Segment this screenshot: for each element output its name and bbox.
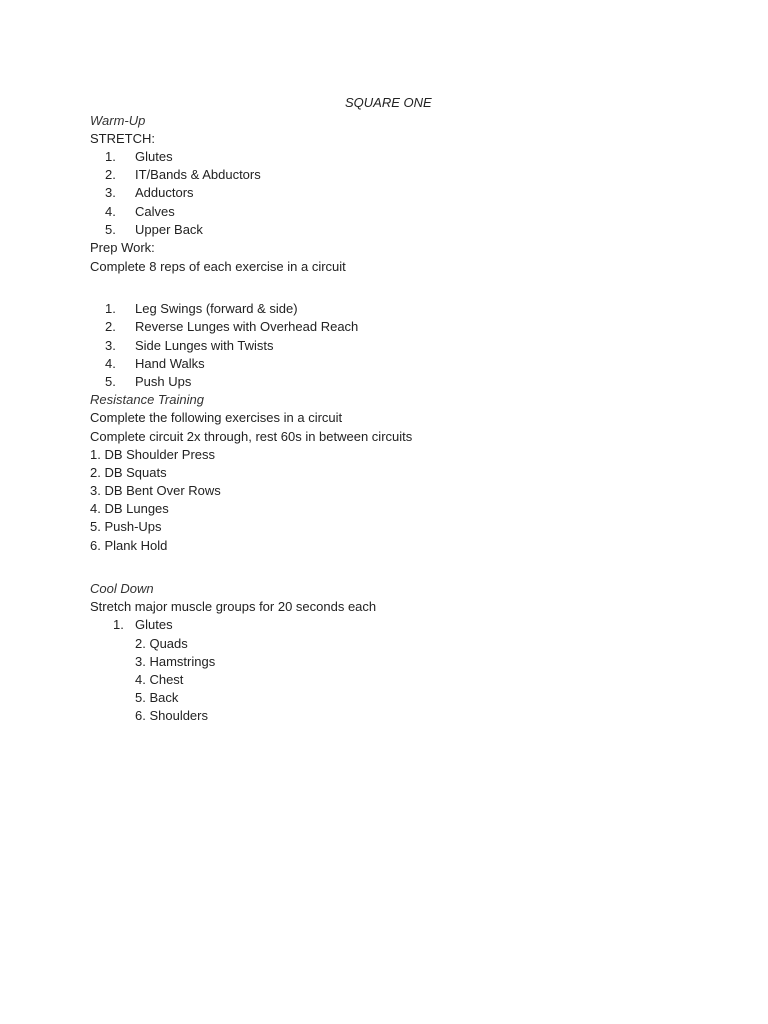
stretch-label: STRETCH: bbox=[90, 131, 155, 146]
page-title: SQUARE ONE bbox=[345, 95, 432, 110]
cooldown-heading: Cool Down bbox=[90, 581, 154, 596]
list-item: 2. Quads bbox=[135, 636, 188, 651]
list-item: 3. Hamstrings bbox=[135, 654, 216, 669]
list-item-text: Push Ups bbox=[135, 374, 192, 389]
list-item: 2. DB Squats bbox=[90, 465, 167, 480]
list-item-number: 3. bbox=[105, 185, 116, 200]
resistance-instruction: Complete the following exercises in a circuit bbox=[90, 410, 343, 425]
list-item-number: 2. bbox=[105, 167, 116, 182]
list-item-text: Side Lunges with Twists bbox=[135, 338, 274, 353]
prep-instruction: Complete 8 reps of each exercise in a circuit bbox=[90, 259, 346, 274]
list-item-text: IT/Bands & Abductors bbox=[135, 167, 261, 182]
list-item: 5. Back bbox=[135, 690, 179, 705]
list-item: 5. Push-Ups bbox=[90, 519, 162, 534]
resistance-heading: Resistance Training bbox=[90, 392, 204, 407]
list-item: 4. DB Lunges bbox=[90, 501, 169, 516]
list-item: 6. Shoulders bbox=[135, 708, 208, 723]
list-item-text: Hand Walks bbox=[135, 356, 205, 371]
list-item-number: 4. bbox=[105, 356, 116, 371]
warmup-heading: Warm-Up bbox=[90, 113, 146, 128]
list-item-number: 1. bbox=[105, 301, 116, 316]
list-item: 3. DB Bent Over Rows bbox=[90, 483, 221, 498]
list-item-text: Leg Swings (forward & side) bbox=[135, 301, 298, 316]
list-item-text: Calves bbox=[135, 204, 175, 219]
list-item-text: Glutes bbox=[135, 149, 173, 164]
list-item: 1. DB Shoulder Press bbox=[90, 447, 216, 462]
list-item-text: Upper Back bbox=[135, 222, 203, 237]
list-item-number: 3. bbox=[105, 338, 116, 353]
list-item-number: 1. bbox=[113, 617, 124, 632]
list-item-text: Reverse Lunges with Overhead Reach bbox=[135, 319, 359, 334]
list-item: 6. Plank Hold bbox=[90, 538, 168, 553]
resistance-circuit-note: Complete circuit 2x through, rest 60s in between circuits bbox=[90, 429, 413, 444]
list-item-text: Adductors bbox=[135, 185, 194, 200]
cooldown-instruction: Stretch major muscle groups for 20 seconds each bbox=[90, 599, 377, 614]
list-item-number: 5. bbox=[105, 374, 116, 389]
list-item: 4. Chest bbox=[135, 672, 184, 687]
list-item-number: 4. bbox=[105, 204, 116, 219]
prep-label: Prep Work: bbox=[90, 240, 155, 255]
list-item-number: 5. bbox=[105, 222, 116, 237]
list-item-text: Glutes bbox=[135, 617, 173, 632]
list-item-number: 2. bbox=[105, 319, 116, 334]
list-item-number: 1. bbox=[105, 149, 116, 164]
